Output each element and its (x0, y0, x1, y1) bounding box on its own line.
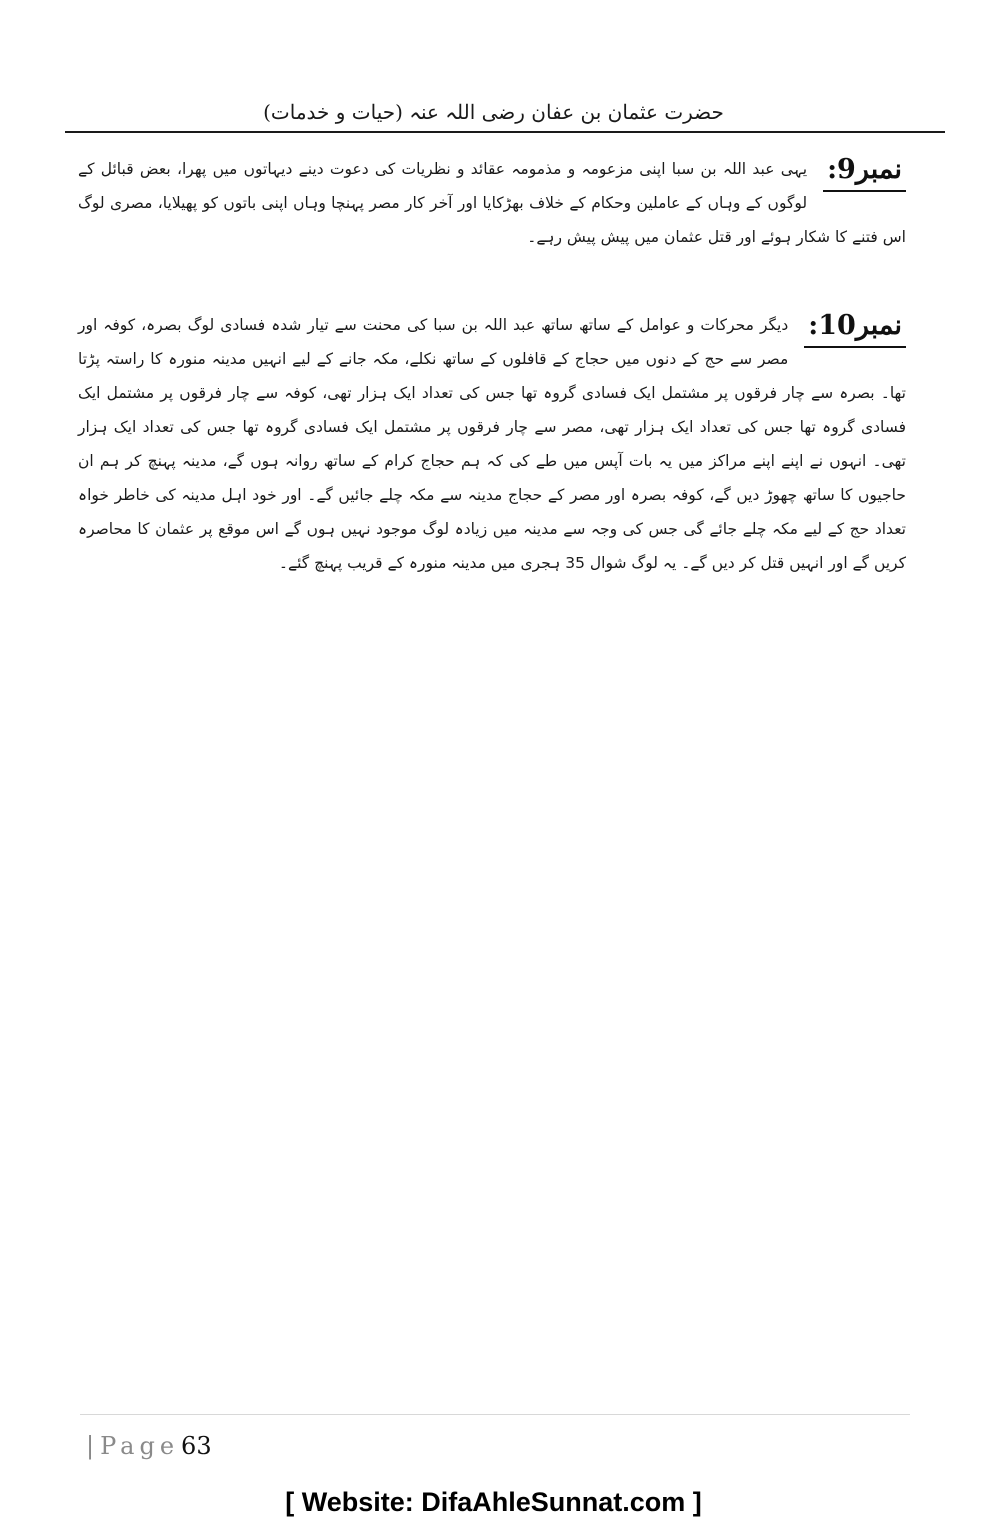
item-9 (78, 152, 906, 254)
page-number: 63 (181, 1432, 212, 1460)
page-separator: | (86, 1432, 95, 1460)
footer-divider (80, 1414, 910, 1415)
item-10 (78, 308, 906, 580)
header-divider (65, 131, 945, 133)
page-number-label (86, 1430, 212, 1462)
website-footer: [ Website: DifaAhleSunnat.com ] (285, 1487, 702, 1517)
item-10-label: نمبر10: (804, 308, 906, 348)
page-header-title: حضرت عثمان بن عفان رضی اللہ عنہ (حیات و خدمات) (263, 100, 724, 124)
page-word: Page (100, 1432, 180, 1460)
item-9-text: یہی عبد اللہ بن سبا اپنی مزعومہ و مذمومہ عقائد و نظریات کی دعوت دینے دیہاتوں میں پھرا، بعض قبائل کے لوگوں کے وہاں کے عاملین وحکام کے خلاف بھڑکایا اور آخر کار مصر پہنچا وہاں اپنی باتوں کو پھیلایا، مصری لوگ اس فتنے کا شکار ہوئے اور قتل عثمان میں پیش پیش رہے۔ (78, 160, 906, 246)
item-10-text: دیگر محرکات و عوامل کے ساتھ ساتھ عبد اللہ بن سبا کی محنت سے تیار شدہ فسادی لوگ بصرہ، کوفہ اور مصر سے حج کے دنوں میں حجاج کے قافلوں کے ساتھ نکلے، مکہ جانے کے لیے انہیں مدینہ منورہ کا راستہ پڑتا تھا۔ بصرہ سے چار فرقوں پر مشتمل ایک فسادی گروہ تھا جس کی تعداد ایک ہزار تھی، کوفہ سے چار فرقوں پر مشتمل ایک فسادی گروہ تھا جس کی تعداد ایک ہزار تھی، مصر سے چار فرقوں پر مشتمل ایک فسادی گروہ تھا جس کی تعداد ایک ہزار تھی۔ انہوں نے اپنے اپنے مراکز میں یہ بات آپس میں طے کی کہ ہم حجاج کرام کے ساتھ روانہ ہوں گے، مدینہ پہنچ کر ہم ان حاجیوں کا ساتھ چھوڑ دیں گے، کوفہ بصرہ اور مصر کے حجاج مدینہ سے مکہ چلے جائیں گے۔ اور خود اہل مدینہ کی خاطر خواہ تعداد حج کے لیے مکہ چلے جائے گی جس کی وجہ سے مدینہ میں زیادہ لوگ موجود نہیں ہوں گے اس موقع پر عثمان کا محاصرہ کریں گے اور انہیں قتل کر دیں گے۔ یہ لوگ شوال 35 ہجری میں مدینہ منورہ کے قریب پہنچ گئے۔ (78, 316, 906, 572)
item-9-label: نمبر9: (823, 152, 906, 192)
